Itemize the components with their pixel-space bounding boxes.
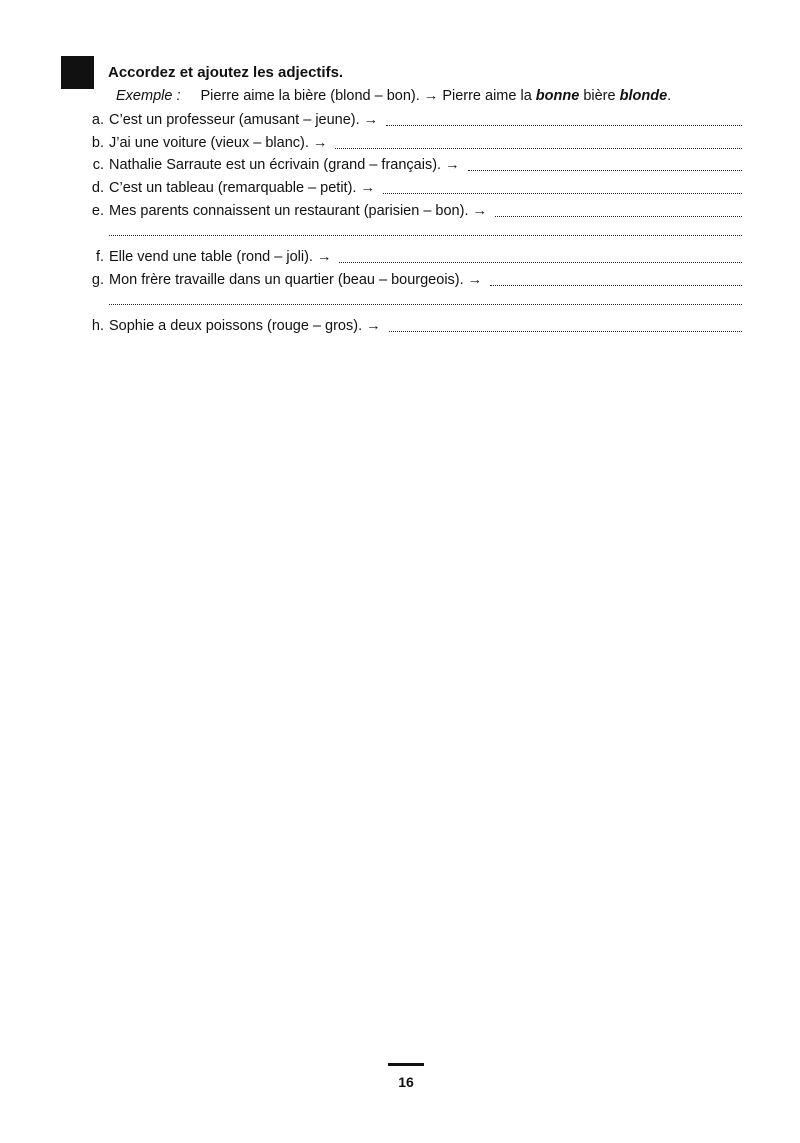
- exercise-marker-square: [61, 56, 94, 89]
- exercise-item-h: [0, 318, 800, 338]
- exercise-item-b: [0, 135, 800, 155]
- example-answer-adjective-1: bonne: [535, 88, 580, 104]
- item-letter: e.: [91, 203, 104, 219]
- answer-blank[interactable]: [490, 285, 742, 286]
- answer-blank[interactable]: [468, 170, 742, 171]
- example-answer-prefix: Pierre aime la: [442, 88, 532, 104]
- item-letter: h.: [91, 318, 104, 334]
- example-sentence: Pierre aime la bière (blond – bon).: [200, 88, 420, 104]
- answer-blank[interactable]: [386, 125, 742, 126]
- example-arrow: →: [423, 88, 439, 104]
- item-prompt: Sophie a deux poissons (rouge – gros). →: [109, 318, 381, 334]
- page-number-rule: [388, 1063, 424, 1066]
- item-prompt: Mes parents connaissent un restaurant (parisien – bon). →: [109, 203, 488, 219]
- page-number: 16: [398, 1074, 414, 1090]
- example-answer-noun: bière: [583, 88, 616, 104]
- item-prompt: Mon frère travaille dans un quartier (beau – bourgeois). →: [109, 272, 483, 288]
- item-prompt: C’est un professeur (amusant – jeune). →: [109, 112, 379, 128]
- example-label: Exemple :: [116, 88, 181, 104]
- example-line: [116, 88, 671, 104]
- answer-blank-continuation[interactable]: [109, 235, 742, 236]
- answer-blank-continuation[interactable]: [109, 304, 742, 305]
- answer-blank[interactable]: [383, 193, 742, 194]
- exercise-item-c: [0, 157, 800, 177]
- exercise-item-e: [0, 203, 800, 223]
- item-prompt: J’ai une voiture (vieux – blanc). →: [109, 135, 328, 151]
- item-prompt: C’est un tableau (remarquable – petit). →: [109, 180, 375, 196]
- item-letter: g.: [91, 272, 104, 288]
- answer-blank[interactable]: [495, 216, 742, 217]
- item-letter: d.: [91, 180, 104, 196]
- exercise-item-a: [0, 112, 800, 132]
- item-letter: c.: [92, 157, 104, 173]
- item-letter: f.: [95, 249, 104, 265]
- example-answer-adjective-2: blonde: [619, 88, 668, 104]
- exercise-item-d: [0, 180, 800, 200]
- answer-blank[interactable]: [389, 331, 742, 332]
- example-answer-period: .: [667, 88, 672, 104]
- exercise-title: Accordez et ajoutez les adjectifs.: [108, 64, 344, 81]
- exercise-item-f: [0, 249, 800, 269]
- item-prompt: Elle vend une table (rond – joli). →: [109, 249, 332, 265]
- exercise-item-g: [0, 272, 800, 292]
- answer-blank[interactable]: [335, 148, 742, 149]
- answer-blank[interactable]: [339, 262, 742, 263]
- item-prompt: Nathalie Sarraute est un écrivain (grand – français). →: [109, 157, 460, 173]
- item-letter: b.: [91, 135, 104, 151]
- item-letter: a.: [91, 112, 104, 128]
